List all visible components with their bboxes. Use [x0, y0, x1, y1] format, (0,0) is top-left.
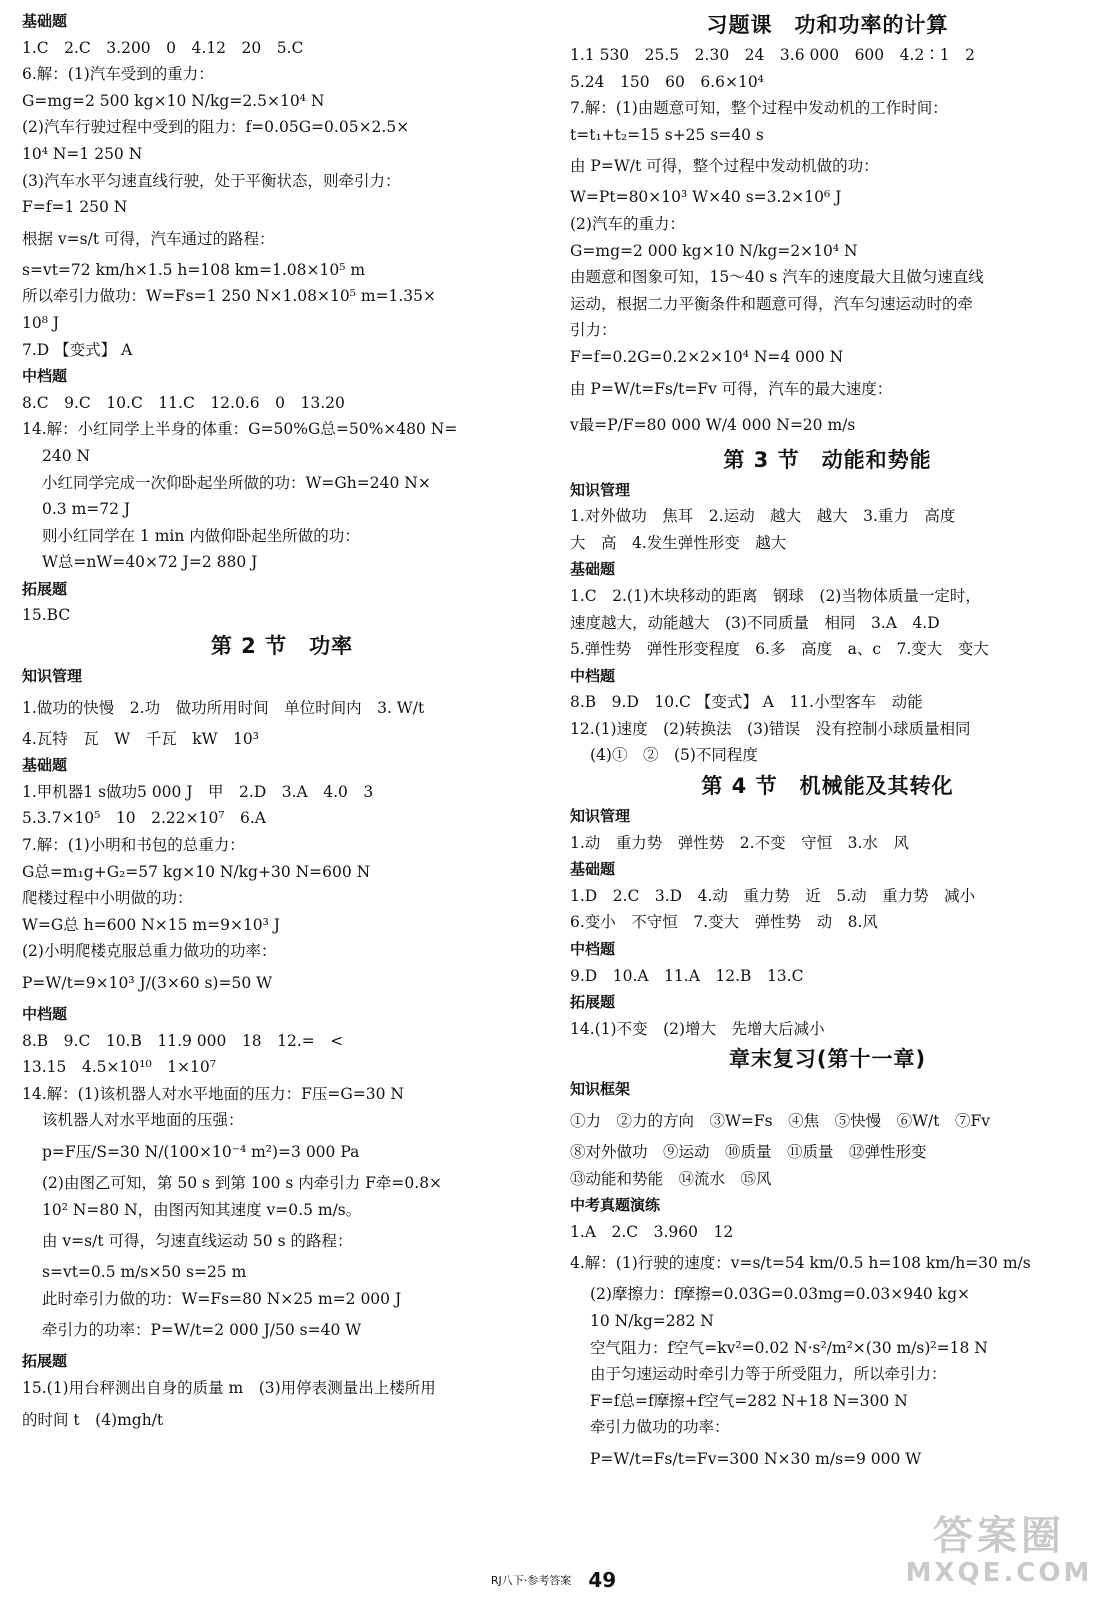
answer-line: (2)摩擦力：f摩擦=0.03G=0.03mg=0.03×940 kg×: [590, 1285, 970, 1304]
answer-line: G=mg=2 500 kg×10 N/kg=2.5×10⁴ N: [22, 91, 325, 110]
answer-line: G=mg=2 000 kg×10 N/kg=2×10⁴ N: [570, 241, 858, 260]
answer-line: t=t₁+t₂=15 s+25 s=40 s: [570, 125, 764, 144]
answer-line: 引力：: [570, 321, 617, 340]
answer-line: 13.15 4.5×10¹⁰ 1×10⁷: [22, 1058, 216, 1077]
answer-line: 6.变小 不守恒 7.变大 弹性势 动 8.风: [570, 913, 878, 932]
answer-line: P=W/t=9×10³ J/(3×60 s)=50 W: [22, 974, 273, 992]
answer-line: 1.D 2.C 3.D 4.动 重力势 近 5.动 重力势 减小: [570, 886, 976, 905]
answer-line: 4.瓦特 瓦 W 千瓦 kW 10³: [22, 729, 259, 748]
watermark-text: 答案圈: [933, 1513, 1065, 1559]
answer-line: 0.3 m=72 J: [42, 500, 131, 519]
answer-line: p=F压/S=30 N/(100×10⁻⁴ m²)=3 000 Pa: [42, 1142, 360, 1161]
answer-line: (2)由图乙可知，第 50 s 到第 100 s 内牵引力 F牵=0.8×: [42, 1173, 443, 1192]
answer-line: 1.A 2.C 3.960 12: [570, 1222, 734, 1241]
answer-line: (2)汽车的重力：: [570, 214, 685, 233]
answer-line: s=vt=0.5 m/s×50 s=25 m: [42, 1263, 247, 1282]
answer-line: 1.做功的快慢 2.功 做功所用时间 单位时间内 3. W/t: [22, 698, 425, 717]
answer-line: 4.解：(1)行驶的速度：v=s/t=54 km/0.5 h=108 km/h=30 m/s: [570, 1254, 1031, 1273]
answer-line: (2)汽车行驶过程中受到的阻力：f=0.05G=0.05×2.5×: [22, 118, 410, 137]
answer-line: 1.对外做功 焦耳 2.运动 越大 越大 3.重力 高度: [570, 507, 956, 526]
section-heading: 拓展题: [570, 993, 616, 1012]
left-column: [22, 8, 542, 1438]
section-heading: 基础题: [22, 12, 68, 30]
answer-line: 10⁴ N=1 250 N: [22, 144, 143, 163]
answer-line: 速度越大，动能越大 (3)不同质量 相同 3.A 4.D: [570, 613, 940, 632]
section-heading: 拓展题: [22, 1352, 68, 1371]
answer-line: 1.1 530 25.5 2.30 24 3.6 000 600 4.2∶1 2: [570, 46, 976, 64]
answer-line: 7.解：(1)小明和书包的总重力：: [22, 836, 245, 855]
section-heading: 中档题: [22, 367, 68, 386]
answer-line: 该机器人对水平地面的压强：: [42, 1111, 244, 1130]
answer-line: 小红同学完成一次仰卧起坐所做的功：W=Gh=240 N×: [42, 473, 431, 492]
answer-line: W=Pt=80×10³ W×40 s=3.2×10⁶ J: [570, 188, 842, 207]
section-heading: 基础题: [570, 560, 616, 579]
answer-line: 则小红同学在 1 min 内做仰卧起坐所做的功：: [42, 526, 360, 545]
answer-line: 15.(1)用台秤测出自身的质量 m (3)用停表测量出上楼所用: [22, 1378, 436, 1397]
answer-line: 1.C 2.(1)木块移动的距离 钢球 (2)当物体质量一定时，: [570, 586, 981, 605]
answer-line: 14.解：小红同学上半身的体重：G=50%G总=50%×480 N=: [22, 420, 458, 439]
chapter-title: 第 3 节 动能和势能: [723, 447, 932, 472]
answer-line: s=vt=72 km/h×1.5 h=108 km=1.08×10⁵ m: [22, 260, 366, 279]
answer-line: G总=m₁g+G₂=57 kg×10 N/kg+30 N=600 N: [22, 862, 371, 881]
answer-line: 14.解：(1)该机器人对水平地面的压力：F压=G=30 N: [22, 1084, 404, 1103]
section-heading: 基础题: [570, 860, 616, 879]
answer-line: F=f总=f摩擦+f空气=282 N+18 N=300 N: [590, 1391, 908, 1410]
answer-line: 此时牵引力做的功：W=Fs=80 N×25 m=2 000 J: [42, 1289, 402, 1308]
section-heading: 知识管理: [570, 480, 631, 499]
answer-line: 大 高 4.发生弹性形变 越大: [570, 533, 787, 552]
answer-line: ①力 ②力的方向 ③W=Fs ④焦 ⑤快慢 ⑥W/t ⑦Fv: [570, 1112, 991, 1130]
answer-line: 8.B 9.C 10.B 11.9 000 18 12.= <: [22, 1031, 344, 1050]
answer-line: 12.(1)速度 (2)转换法 (3)错误 没有控制小球质量相同: [570, 719, 971, 738]
section-heading: 中考真题演练: [570, 1196, 661, 1215]
section-heading: 知识管理: [22, 667, 83, 686]
answer-line: 1.甲机器1 s做功5 000 J 甲 2.D 3.A 4.0 3: [22, 782, 374, 801]
answer-line: ⑧对外做功 ⑨运动 ⑩质量 ⑪质量 ⑫弹性形变: [570, 1143, 927, 1161]
footer-label: RJ八下·参考答案: [490, 1574, 572, 1587]
answer-line: 的时间 t (4)mgh/t: [22, 1410, 164, 1429]
answer-line: 由 v=s/t 可得，匀速直线运动 50 s 的路程：: [42, 1232, 353, 1251]
answer-line: 14.(1)不变 (2)增大 先增大后减小: [570, 1019, 825, 1038]
answer-line: 6.解：(1)汽车受到的重力：: [22, 65, 214, 84]
answer-line: W总=nW=40×72 J=2 880 J: [42, 553, 258, 572]
answer-line: P=W/t=Fs/t=Fv=300 N×30 m/s=9 000 W: [590, 1449, 922, 1468]
answer-line: F=f=0.2G=0.2×2×10⁴ N=4 000 N: [570, 347, 844, 366]
chapter-title: 第 4 节 机械能及其转化: [701, 774, 954, 799]
answer-line: 10 N/kg=282 N: [590, 1311, 714, 1330]
answer-line: v最=P/F=80 000 W/4 000 N=20 m/s: [570, 415, 856, 434]
answer-line: 爬楼过程中小明做的功：: [22, 889, 193, 908]
answer-line: 所以牵引力做功：W=Fs=1 250 N×1.08×10⁵ m=1.35×: [22, 287, 437, 306]
section-heading: 中档题: [570, 666, 616, 685]
answer-line: 9.D 10.A 11.A 12.B 13.C: [570, 966, 804, 985]
section-heading: 拓展题: [22, 579, 68, 598]
answer-line: 1.C 2.C 3.200 0 4.12 20 5.C: [22, 38, 304, 57]
right-column: [570, 8, 1085, 1477]
watermark-url: MXQE.COM: [905, 1558, 1093, 1588]
answer-line: 1.动 重力势 弹性势 2.不变 守恒 3.水 风: [570, 833, 909, 852]
answer-line: 8.B 9.D 10.C 【变式】 A 11.小型客车 动能: [570, 693, 923, 712]
answer-line: 空气阻力：f空气=kv²=0.02 N·s²/m²×(30 m/s)²=18 N: [590, 1338, 988, 1357]
section-heading: 基础题: [22, 756, 68, 775]
answer-line: 5.24 150 60 6.6×10⁴: [570, 72, 764, 91]
answer-line: 240 N: [42, 446, 91, 465]
answer-line: 牵引力做功的功率：: [590, 1418, 730, 1437]
answer-line: 15.BC: [22, 606, 71, 625]
answer-line: 根据 v=s/t 可得，汽车通过的路程：: [22, 229, 275, 248]
answer-line: 8.C 9.C 10.C 11.C 12.0.6 0 13.20: [22, 393, 345, 412]
watermark-logo: [899, 1514, 1099, 1594]
answer-line: 10⁸ J: [22, 313, 60, 332]
section-heading: 中档题: [22, 1005, 68, 1023]
answer-line: (2)小明爬楼克服总重力做功的功率：: [22, 942, 277, 961]
answer-line: 5.弹性势 弹性形变程度 6.多 高度 a、c 7.变大 变大: [570, 640, 989, 659]
answer-line: ⑬动能和势能 ⑭流水 ⑮风: [570, 1169, 772, 1188]
page-number: 49: [588, 1568, 617, 1592]
chapter-title: 第 2 节 功率: [210, 634, 354, 659]
section-heading: 知识管理: [570, 807, 631, 826]
answer-line: 由 P=W/t 可得，整个过程中发动机做的功：: [570, 157, 879, 176]
answer-line: 由于匀速运动时牵引力等于所受阻力，所以牵引力：: [590, 1365, 947, 1384]
answer-line: 7.解：(1)由题意可知，整个过程中发动机的工作时间：: [570, 99, 948, 118]
answer-line: 运动，根据二力平衡条件和题意可得，汽车匀速运动时的牵: [570, 294, 974, 313]
chapter-title: 章末复习(第十一章): [728, 1047, 927, 1072]
answer-line: F=f=1 250 N: [22, 198, 128, 217]
section-heading: 知识框架: [570, 1080, 631, 1099]
answer-line: 牵引力的功率：P=W/t=2 000 J/50 s=40 W: [42, 1321, 362, 1340]
answer-line: (3)汽车水平匀速直线行驶，处于平衡状态，则牵引力：: [22, 171, 401, 190]
chapter-title: 习题课 功和功率的计算: [706, 13, 949, 37]
answer-line: 7.D 【变式】 A: [22, 340, 133, 359]
answer-line: W=G总 h=600 N×15 m=9×10³ J: [22, 915, 281, 934]
section-heading: 中档题: [570, 940, 616, 959]
answer-line: 5.3.7×10⁵ 10 2.22×10⁷ 6.A: [22, 809, 267, 828]
answer-line: 10² N=80 N，由图丙知其速度 v=0.5 m/s。: [42, 1200, 362, 1219]
answer-line: 由题意和图象可知，15～40 s 汽车的速度最大且做匀速直线: [570, 268, 984, 287]
answer-line: (4)① ② (5)不同程度: [590, 746, 758, 765]
answer-line: 由 P=W/t=Fs/t=Fv 可得，汽车的最大速度：: [570, 379, 893, 398]
